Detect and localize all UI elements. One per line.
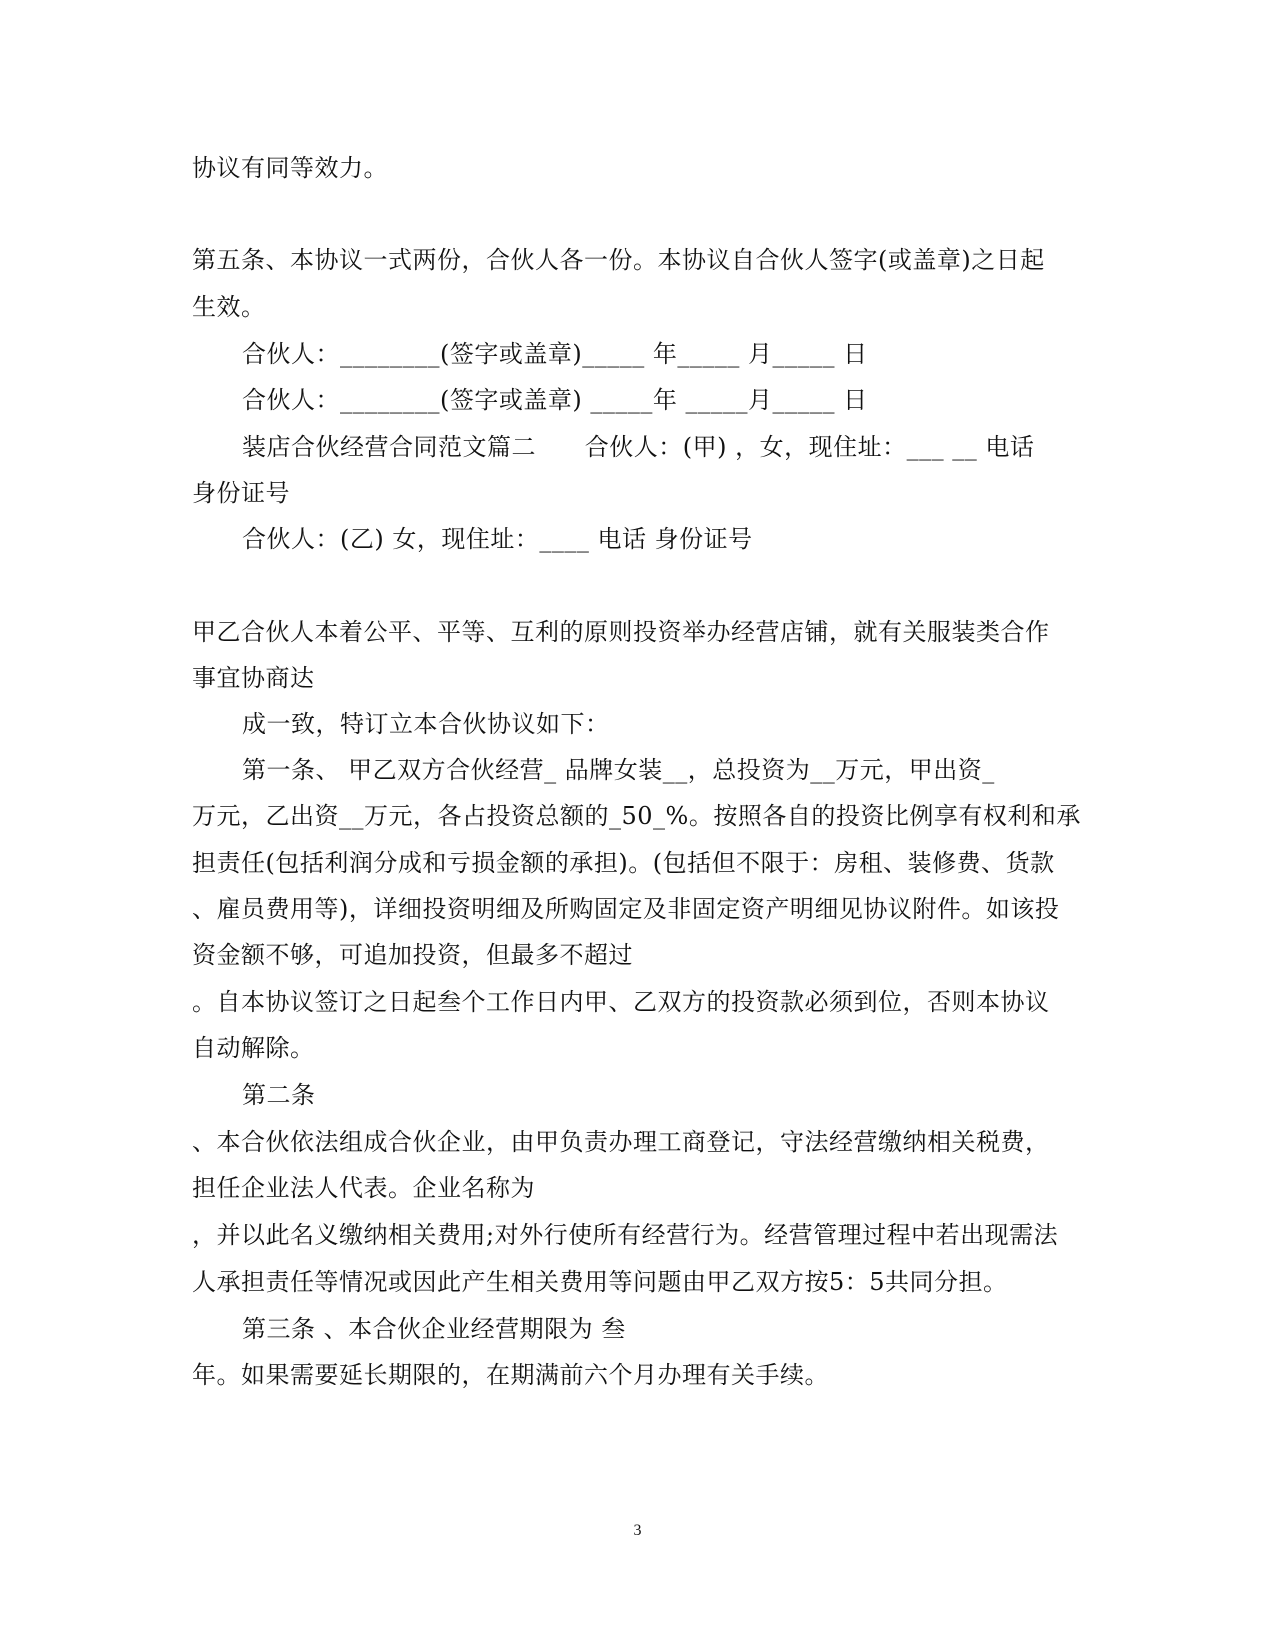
text-line: 、雇员费用等)，详细投资明细及所购固定及非固定资产明细见协议附件。如该投 <box>192 895 1060 923</box>
text-line: 甲乙合伙人本着公平、平等、互利的原则投资举办经营店铺，就有关服装类合作 <box>192 618 1050 646</box>
text-line: 身份证号 <box>192 479 290 507</box>
text-line: 成一致，特订立本合伙协议如下： <box>242 710 610 738</box>
text-line: 生效。 <box>192 293 266 321</box>
text-line: 、本合伙依法组成合伙企业，由甲负责办理工商登记，守法经营缴纳相关税费， <box>192 1128 1050 1156</box>
text-line: 担责任(包括利润分成和亏损金额的承担)。(包括但不限于：房租、装修费、货款 <box>192 849 1055 877</box>
signature-line: 合伙人：________(签字或盖章) _____年 _____月_____ 日 <box>242 386 868 414</box>
signature-line: 合伙人：________(签字或盖章)_____ 年_____ 月_____ 日 <box>242 340 868 368</box>
text-line: ，并以此名义缴纳相关费用;对外行使所有经营行为。经营管理过程中若出现需法 <box>192 1221 1059 1249</box>
text-line: 年。如果需要延长期限的，在期满前六个月办理有关手续。 <box>192 1361 829 1389</box>
text-line: 。自本协议签订之日起叁个工作日内甲、乙双方的投资款必须到位，否则本协议 <box>192 988 1050 1016</box>
text-line: 自动解除。 <box>192 1034 315 1062</box>
text-line: 事宜协商达 <box>192 664 315 692</box>
text-line: 人承担责任等情况或因此产生相关费用等问题由甲乙双方按5：5共同分担。 <box>192 1268 1008 1296</box>
text-line: 第五条、本协议一式两份，合伙人各一份。本协议自合伙人签字(或盖章)之日起 <box>192 246 1045 274</box>
text-line: 万元，乙出资__万元，各占投资总额的_50_%。按照各自的投资比例享有权利和承 <box>192 802 1081 830</box>
text-line: 装店合伙经营合同范文篇二 合伙人：(甲) ，女，现住址：___ __ 电话 <box>242 433 1035 461</box>
text-line: 资金额不够，可追加投资，但最多不超过 <box>192 941 633 969</box>
page-number: 3 <box>633 1522 642 1539</box>
text-line: 合伙人：(乙) 女，现住址：____ 电话 身份证号 <box>242 525 753 553</box>
article-heading: 第二条 <box>242 1081 316 1109</box>
article-heading: 第三条 、本合伙企业经营期限为 叁 <box>242 1315 626 1343</box>
text-line: 担任企业法人代表。企业名称为 <box>192 1174 535 1202</box>
article-heading: 第一条、 甲乙双方合伙经营_ 品牌女装__，总投资为__万元，甲出资_ <box>242 756 995 784</box>
text-line: 协议有同等效力。 <box>192 154 388 182</box>
